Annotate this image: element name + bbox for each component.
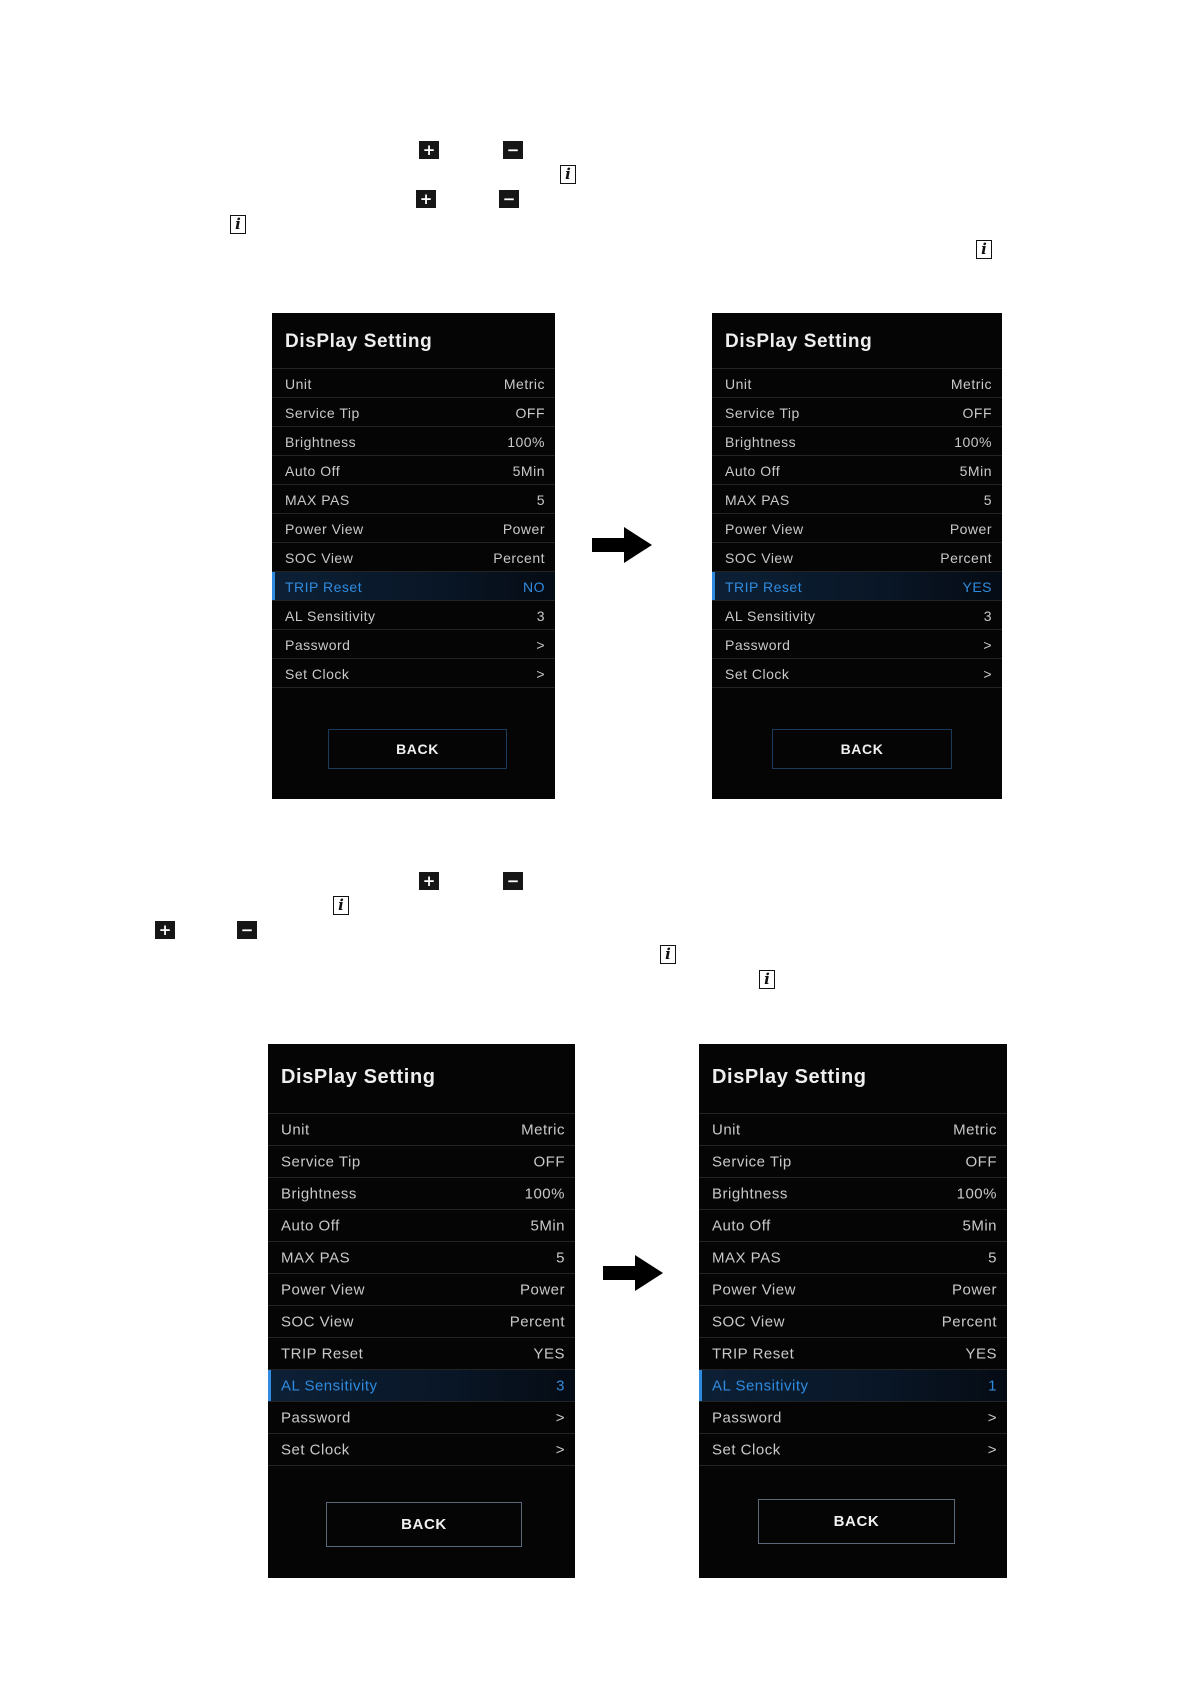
settings-row-brightness[interactable] bbox=[699, 1177, 1007, 1210]
setting-label: SOC View bbox=[725, 549, 794, 566]
setting-label: Brightness bbox=[285, 433, 357, 450]
setting-label: Auto Off bbox=[712, 1217, 771, 1235]
setting-value: Percent bbox=[940, 549, 992, 566]
setting-label: TRIP Reset bbox=[712, 1345, 795, 1363]
row-divider bbox=[699, 1465, 1007, 1466]
settings-row-soc-view[interactable] bbox=[268, 1305, 575, 1338]
settings-row-auto-off[interactable] bbox=[272, 455, 555, 485]
setting-value: Power bbox=[502, 520, 545, 537]
setting-label: SOC View bbox=[285, 549, 354, 566]
setting-label: Brightness bbox=[712, 1185, 788, 1203]
setting-label: AL Sensitivity bbox=[281, 1377, 378, 1395]
setting-label: Auto Off bbox=[285, 462, 341, 479]
screen-title: DisPlay Setting bbox=[712, 1066, 867, 1088]
setting-value: Percent bbox=[941, 1313, 997, 1331]
settings-row-password[interactable] bbox=[272, 629, 555, 659]
info-button-icon: i bbox=[759, 970, 775, 989]
setting-value: OFF bbox=[962, 404, 992, 421]
setting-value: > bbox=[555, 1441, 565, 1459]
settings-row-trip-reset[interactable] bbox=[268, 1337, 575, 1370]
setting-value: Metric bbox=[953, 1121, 997, 1139]
settings-row-power-view[interactable] bbox=[272, 513, 555, 543]
setting-label: SOC View bbox=[281, 1313, 354, 1331]
settings-row-soc-view[interactable] bbox=[712, 542, 1002, 572]
setting-label: Auto Off bbox=[281, 1217, 340, 1235]
minus-button-icon: − bbox=[503, 872, 523, 890]
setting-label: Unit bbox=[285, 375, 312, 392]
setting-label: MAX PAS bbox=[712, 1249, 782, 1267]
setting-value: 5Min bbox=[962, 1217, 997, 1235]
setting-label: Power View bbox=[725, 520, 804, 537]
setting-value: OFF bbox=[515, 404, 545, 421]
back-button[interactable]: BACK bbox=[328, 729, 507, 769]
row-divider bbox=[272, 687, 555, 688]
setting-label: Set Clock bbox=[712, 1441, 781, 1459]
settings-row-unit[interactable] bbox=[712, 368, 1002, 398]
settings-row-set-clock[interactable] bbox=[712, 658, 1002, 688]
back-button[interactable]: BACK bbox=[326, 1502, 522, 1547]
setting-label: Password bbox=[712, 1409, 782, 1427]
setting-value: Percent bbox=[493, 549, 545, 566]
settings-row-max-pas[interactable] bbox=[699, 1241, 1007, 1274]
settings-row-max-pas[interactable] bbox=[272, 484, 555, 514]
setting-label: Set Clock bbox=[281, 1441, 350, 1459]
settings-row-service-tip[interactable] bbox=[699, 1145, 1007, 1178]
setting-label: Password bbox=[285, 636, 351, 653]
settings-row-al-sensitivity[interactable] bbox=[699, 1369, 1007, 1402]
setting-label: MAX PAS bbox=[725, 491, 790, 508]
settings-row-service-tip[interactable] bbox=[272, 397, 555, 427]
plus-button-icon: + bbox=[416, 190, 436, 208]
setting-value: YES bbox=[533, 1345, 565, 1363]
setting-value: 1 bbox=[988, 1377, 997, 1395]
setting-value: > bbox=[555, 1409, 565, 1427]
setting-value: > bbox=[987, 1441, 997, 1459]
settings-row-auto-off[interactable] bbox=[699, 1209, 1007, 1242]
info-button-icon: i bbox=[560, 165, 576, 184]
setting-label: Set Clock bbox=[725, 665, 790, 682]
display-setting-screen bbox=[699, 1044, 1007, 1578]
settings-row-service-tip[interactable] bbox=[712, 397, 1002, 427]
settings-row-trip-reset[interactable] bbox=[699, 1337, 1007, 1370]
plus-button-icon: + bbox=[155, 921, 175, 939]
arrow-right-icon bbox=[592, 527, 652, 563]
settings-row-power-view[interactable] bbox=[699, 1273, 1007, 1306]
setting-label: Set Clock bbox=[285, 665, 350, 682]
setting-label: MAX PAS bbox=[281, 1249, 351, 1267]
display-setting-screen bbox=[712, 313, 1002, 799]
setting-label: Power View bbox=[712, 1281, 796, 1299]
display-setting-screen bbox=[268, 1044, 575, 1578]
setting-label: AL Sensitivity bbox=[712, 1377, 809, 1395]
settings-row-auto-off[interactable] bbox=[712, 455, 1002, 485]
setting-label: Service Tip bbox=[725, 404, 800, 421]
setting-value: > bbox=[536, 636, 545, 653]
setting-value: 100% bbox=[524, 1185, 565, 1203]
setting-label: Service Tip bbox=[712, 1153, 792, 1171]
setting-value: 100% bbox=[507, 433, 545, 450]
settings-row-auto-off[interactable] bbox=[268, 1209, 575, 1242]
setting-value: > bbox=[983, 665, 992, 682]
settings-row-password[interactable] bbox=[268, 1401, 575, 1434]
setting-label: Unit bbox=[712, 1121, 741, 1139]
setting-value: 3 bbox=[983, 607, 992, 624]
setting-label: Brightness bbox=[281, 1185, 357, 1203]
settings-row-power-view[interactable] bbox=[712, 513, 1002, 543]
settings-row-trip-reset[interactable] bbox=[712, 571, 1002, 601]
settings-row-al-sensitivity[interactable] bbox=[272, 600, 555, 630]
setting-label: TRIP Reset bbox=[281, 1345, 364, 1363]
setting-value: 5Min bbox=[959, 462, 992, 479]
settings-row-trip-reset[interactable] bbox=[272, 571, 555, 601]
settings-row-max-pas[interactable] bbox=[712, 484, 1002, 514]
setting-label: TRIP Reset bbox=[285, 578, 363, 595]
setting-value: Metric bbox=[950, 375, 992, 392]
screen-title: DisPlay Setting bbox=[281, 1066, 436, 1088]
minus-button-icon: − bbox=[237, 921, 257, 939]
minus-button-icon: − bbox=[499, 190, 519, 208]
setting-label: Password bbox=[281, 1409, 351, 1427]
settings-row-set-clock[interactable] bbox=[268, 1433, 575, 1466]
settings-row-brightness[interactable] bbox=[272, 426, 555, 456]
settings-row-brightness[interactable] bbox=[268, 1177, 575, 1210]
setting-value: 5 bbox=[983, 491, 992, 508]
setting-label: TRIP Reset bbox=[725, 578, 803, 595]
settings-row-unit[interactable] bbox=[699, 1113, 1007, 1146]
setting-label: Unit bbox=[725, 375, 752, 392]
arrow-right-icon bbox=[603, 1255, 663, 1291]
setting-value: Percent bbox=[509, 1313, 565, 1331]
setting-value: Power bbox=[949, 520, 992, 537]
setting-label: Brightness bbox=[725, 433, 797, 450]
info-button-icon: i bbox=[976, 240, 992, 259]
info-button-icon: i bbox=[333, 896, 349, 915]
row-divider bbox=[268, 1465, 575, 1466]
setting-label: SOC View bbox=[712, 1313, 785, 1331]
setting-value: > bbox=[536, 665, 545, 682]
settings-row-password[interactable] bbox=[712, 629, 1002, 659]
settings-row-unit[interactable] bbox=[268, 1113, 575, 1146]
info-button-icon: i bbox=[230, 215, 246, 234]
settings-row-unit[interactable] bbox=[272, 368, 555, 398]
setting-value: NO bbox=[523, 578, 545, 595]
back-button[interactable]: BACK bbox=[758, 1499, 955, 1544]
row-divider bbox=[712, 687, 1002, 688]
setting-value: 100% bbox=[954, 433, 992, 450]
setting-value: YES bbox=[962, 578, 992, 595]
setting-value: 3 bbox=[536, 607, 545, 624]
screen-title: DisPlay Setting bbox=[725, 331, 873, 352]
setting-value: 100% bbox=[956, 1185, 997, 1203]
info-button-icon: i bbox=[660, 945, 676, 964]
setting-value: > bbox=[987, 1409, 997, 1427]
setting-value: 3 bbox=[556, 1377, 565, 1395]
plus-button-icon: + bbox=[419, 872, 439, 890]
setting-value: Power bbox=[519, 1281, 565, 1299]
settings-row-al-sensitivity[interactable] bbox=[712, 600, 1002, 630]
setting-label: Unit bbox=[281, 1121, 310, 1139]
settings-row-service-tip[interactable] bbox=[268, 1145, 575, 1178]
setting-label: Password bbox=[725, 636, 791, 653]
setting-label: Service Tip bbox=[285, 404, 360, 421]
setting-value: OFF bbox=[965, 1153, 997, 1171]
setting-label: AL Sensitivity bbox=[725, 607, 816, 624]
setting-value: 5 bbox=[556, 1249, 565, 1267]
settings-row-brightness[interactable] bbox=[712, 426, 1002, 456]
setting-label: Power View bbox=[285, 520, 364, 537]
setting-value: 5 bbox=[988, 1249, 997, 1267]
minus-button-icon: − bbox=[503, 141, 523, 159]
setting-value: OFF bbox=[533, 1153, 565, 1171]
display-setting-screen bbox=[272, 313, 555, 799]
setting-value: 5Min bbox=[530, 1217, 565, 1235]
setting-value: 5 bbox=[536, 491, 545, 508]
back-button[interactable]: BACK bbox=[772, 729, 952, 769]
settings-row-power-view[interactable] bbox=[268, 1273, 575, 1306]
setting-value: Metric bbox=[503, 375, 545, 392]
setting-value: Metric bbox=[521, 1121, 565, 1139]
setting-label: Power View bbox=[281, 1281, 365, 1299]
plus-button-icon: + bbox=[419, 141, 439, 159]
settings-row-soc-view[interactable] bbox=[272, 542, 555, 572]
setting-label: MAX PAS bbox=[285, 491, 350, 508]
settings-row-password[interactable] bbox=[699, 1401, 1007, 1434]
setting-value: > bbox=[983, 636, 992, 653]
setting-value: YES bbox=[965, 1345, 997, 1363]
settings-row-set-clock[interactable] bbox=[272, 658, 555, 688]
settings-row-al-sensitivity[interactable] bbox=[268, 1369, 575, 1402]
settings-row-soc-view[interactable] bbox=[699, 1305, 1007, 1338]
settings-row-max-pas[interactable] bbox=[268, 1241, 575, 1274]
setting-label: AL Sensitivity bbox=[285, 607, 376, 624]
screen-title: DisPlay Setting bbox=[285, 331, 433, 352]
setting-label: Auto Off bbox=[725, 462, 781, 479]
settings-row-set-clock[interactable] bbox=[699, 1433, 1007, 1466]
setting-label: Service Tip bbox=[281, 1153, 361, 1171]
setting-value: Power bbox=[951, 1281, 997, 1299]
setting-value: 5Min bbox=[512, 462, 545, 479]
